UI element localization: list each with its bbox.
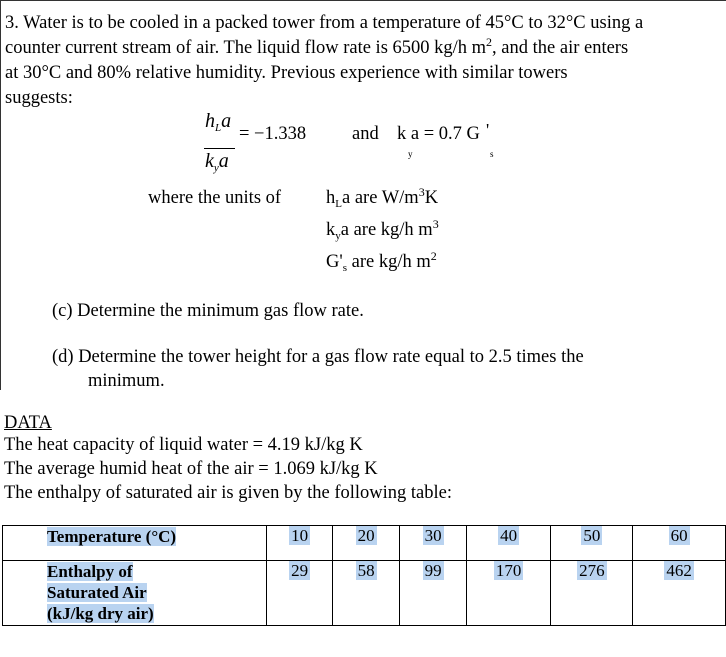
- enthalpy-label-cell: [3, 561, 267, 626]
- question-d-line-1: (d) Determine the tower height for a gas flow rate equal to 2.5 times the: [52, 347, 584, 367]
- units-line-2: [326, 218, 439, 244]
- enthalpy-cell: 29: [267, 561, 333, 626]
- table-row: [3, 561, 726, 626]
- enthalpy-cell: 170: [466, 561, 551, 626]
- problem-line-2b: , and the air enters: [492, 38, 629, 58]
- data-heading: DATA: [4, 413, 52, 433]
- enthalpy-label-2: Saturated Air: [47, 583, 147, 602]
- enthalpy-cell: 99: [400, 561, 467, 626]
- num-sub: L: [215, 122, 222, 134]
- temp-cell: 60: [633, 526, 726, 561]
- u3-prime: ': [339, 252, 343, 272]
- u2-sub: y: [335, 230, 341, 242]
- enthalpy-label-1: Enthalpy of: [47, 562, 133, 581]
- u1-sup: 3: [418, 185, 425, 199]
- data-line-3: The enthalpy of saturated air is given by the following table:: [4, 483, 452, 503]
- equation-ka: k a = 0.7 G: [397, 124, 480, 144]
- problem-line-1: 3. Water is to be cooled in a packed tower from a temperature of 45°C to 32°C using a: [5, 13, 644, 33]
- u2-sup: 3: [432, 217, 439, 231]
- den-a: a: [218, 150, 229, 172]
- problem-line-4: suggests:: [5, 88, 73, 108]
- u3-sub: s: [342, 262, 347, 274]
- equation-sub-y: y: [408, 149, 413, 159]
- num-a: a: [221, 110, 232, 132]
- units-where: where the units of: [148, 188, 282, 208]
- fraction-numerator: [205, 110, 231, 133]
- enthalpy-cell: 58: [332, 561, 399, 626]
- units-line-1: [326, 186, 438, 212]
- data-line-2: The average humid heat of the air = 1.069 kJ/kg K: [4, 459, 378, 479]
- equation-and: and: [352, 124, 379, 144]
- equation-equals: = −1.338: [239, 124, 307, 144]
- temp-cell: 40: [466, 526, 551, 561]
- question-c: (c) Determine the minimum gas flow rate.: [52, 301, 364, 321]
- fraction-bar: [204, 148, 235, 149]
- fraction-denominator: [205, 150, 229, 173]
- u3-b: are kg/h m: [347, 252, 431, 272]
- problem-line-3: at 30°C and 80% relative humidity. Previous experience with similar towers: [5, 63, 568, 83]
- frame-top-border: [0, 0, 726, 1]
- den-k: k: [205, 150, 214, 172]
- u1-b: a are W/m: [341, 188, 419, 208]
- u1-sub: L: [335, 198, 342, 210]
- problem-line-2-sup: 2: [486, 35, 493, 49]
- num-h: h: [205, 110, 215, 132]
- temp-cell: 10: [267, 526, 333, 561]
- question-d-line-2: minimum.: [88, 371, 165, 391]
- temp-cell: 30: [400, 526, 467, 561]
- temperature-label-cell: [3, 526, 267, 561]
- enthalpy-label-3: (kJ/kg dry air): [47, 604, 154, 623]
- units-line-3: [326, 250, 437, 276]
- table-row: [3, 526, 726, 561]
- enthalpy-table: [2, 525, 726, 626]
- problem-line-2a: counter current stream of air. The liquid flow rate is 6500 kg/h m: [5, 38, 487, 58]
- temp-cell: 50: [551, 526, 633, 561]
- data-line-1: The heat capacity of liquid water = 4.19 kJ/kg K: [4, 435, 363, 455]
- den-sub: y: [213, 162, 219, 174]
- equation-prime: ': [486, 120, 490, 140]
- problem-line-2: [5, 36, 628, 61]
- temp-cell: 20: [332, 526, 399, 561]
- temperature-label: Temperature (°C): [47, 527, 177, 546]
- u2-b: a are kg/h m: [340, 220, 433, 240]
- equation-sub-s: s: [490, 149, 494, 159]
- u2-a: k: [326, 220, 336, 240]
- u3-a: G: [326, 252, 340, 272]
- enthalpy-cell: 462: [633, 561, 726, 626]
- enthalpy-cell: 276: [551, 561, 633, 626]
- u1-a: h: [326, 188, 336, 208]
- frame-left-border: [0, 0, 1, 390]
- u3-sup: 2: [430, 249, 437, 263]
- u1-c: K: [424, 188, 439, 208]
